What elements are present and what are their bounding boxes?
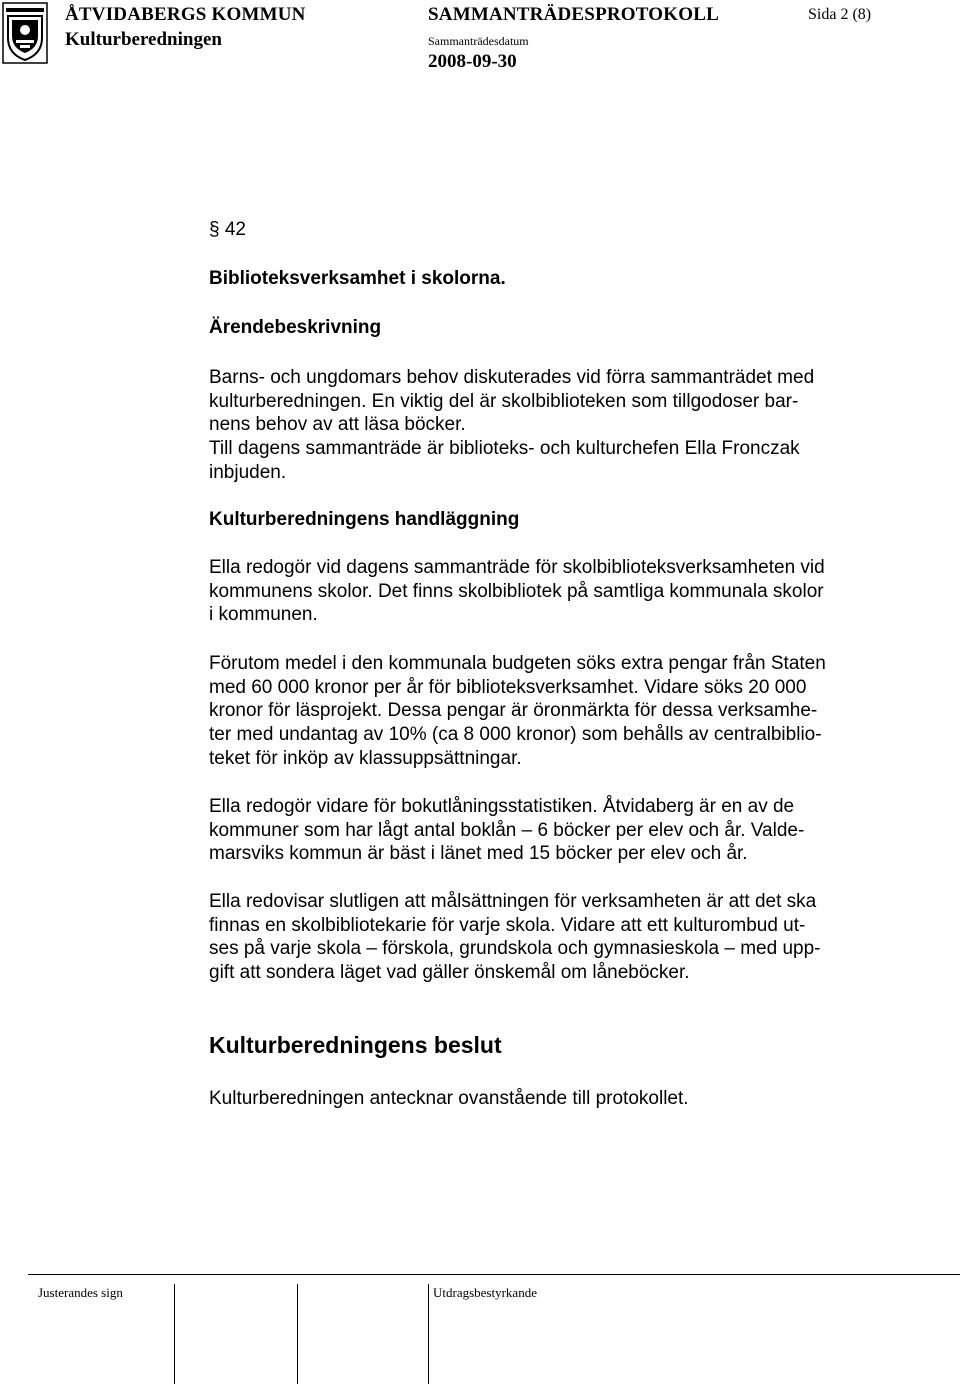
signature-box-divider (174, 1284, 175, 1384)
text-line: ter med undantag av 10% (ca 8 000 kronor) som behålls av centralbiblio- (209, 724, 822, 746)
meeting-date: 2008-09-30 (428, 51, 517, 72)
committee-name: Kulturberedningen (65, 29, 222, 50)
text-line: kronor för läsprojekt. Dessa pengar är öronmärkta för dessa verksamhe- (209, 700, 818, 722)
handling-paragraph-3 (209, 795, 889, 866)
municipal-coat-of-arms-icon (2, 2, 48, 64)
decision-text (209, 1087, 889, 1111)
text-line: Ella redovisar slutligen att målsättningen för verksamheten är att det ska (209, 891, 817, 912)
text-line: kommuner som har lågt antal boklån – 6 böcker per elev och år. Valde- (209, 819, 805, 841)
text-line: Kulturberedningen antecknar ovanstående till protokollet. (209, 1088, 689, 1109)
text-line: kommunens skolor. Det finns skolbibliotek på samtliga kommunala skolor (209, 580, 824, 602)
signature-box-divider (428, 1284, 429, 1384)
paragraph-number: § 42 (209, 219, 246, 240)
handling-paragraph-1 (209, 556, 889, 627)
organization-name: ÅTVIDABERGS KOMMUN (65, 4, 306, 25)
text-line: Ella redogör vidare för bokutlåningsstatistiken. Åtvidaberg är en av de (209, 796, 795, 817)
text-line: finnas en skolbibliotekarie för varje skola. Vidare att ett kulturombud ut- (209, 914, 806, 936)
text-line: Förutom medel i den kommunala budgeten söks extra pengar från Staten (209, 653, 826, 674)
signature-label: Justerandes sign (38, 1285, 123, 1300)
text-line: gift att sondera läget vad gäller önskemål om låneböcker. (209, 962, 690, 984)
text-line: med 60 000 kronor per år för biblioteksverksamhet. Vidare söks 20 000 (209, 676, 807, 698)
case-description-heading: Ärendebeskrivning (209, 317, 382, 338)
case-description-text (209, 366, 889, 485)
document-type: SAMMANTRÄDESPROTOKOLL (428, 4, 719, 25)
section-title: Biblioteksverksamhet i skolorna. (209, 268, 506, 289)
signature-box-divider (297, 1284, 298, 1384)
text-line: marsviks kommun är bäst i länet med 15 böcker per elev och år. (209, 843, 748, 865)
handling-paragraph-4 (209, 890, 889, 985)
handling-heading: Kulturberedningens handläggning (209, 509, 520, 530)
text-line: i kommunen. (209, 604, 318, 626)
decision-heading: Kulturberedningens beslut (209, 1032, 502, 1058)
handling-paragraph-2 (209, 652, 889, 771)
meeting-date-label: Sammanträdesdatum (428, 34, 529, 48)
text-line: ses på varje skola – förskola, grundskola och gymnasieskola – med upp- (209, 938, 821, 960)
footer-divider (28, 1274, 960, 1275)
page-number: Sida 2 (8) (808, 6, 872, 23)
text-line: teket för inköp av klassuppsättningar. (209, 747, 522, 769)
text-line: Till dagens sammanträde är biblioteks- och kulturchefen Ella Fronczak (209, 438, 800, 460)
text-line: nens behov av att läsa böcker. (209, 414, 466, 436)
text-line: Barns- och ungdomars behov diskuterades vid förra sammanträdet med (209, 367, 815, 388)
text-line: Ella redogör vid dagens sammanträde för skolbiblioteksverksamheten vid (209, 557, 825, 578)
text-line: kulturberedningen. En viktig del är skolbiblioteken som tillgodoser bar- (209, 390, 799, 412)
extract-certification-label: Utdragsbestyrkande (433, 1285, 537, 1300)
text-line: inbjuden. (209, 461, 287, 483)
